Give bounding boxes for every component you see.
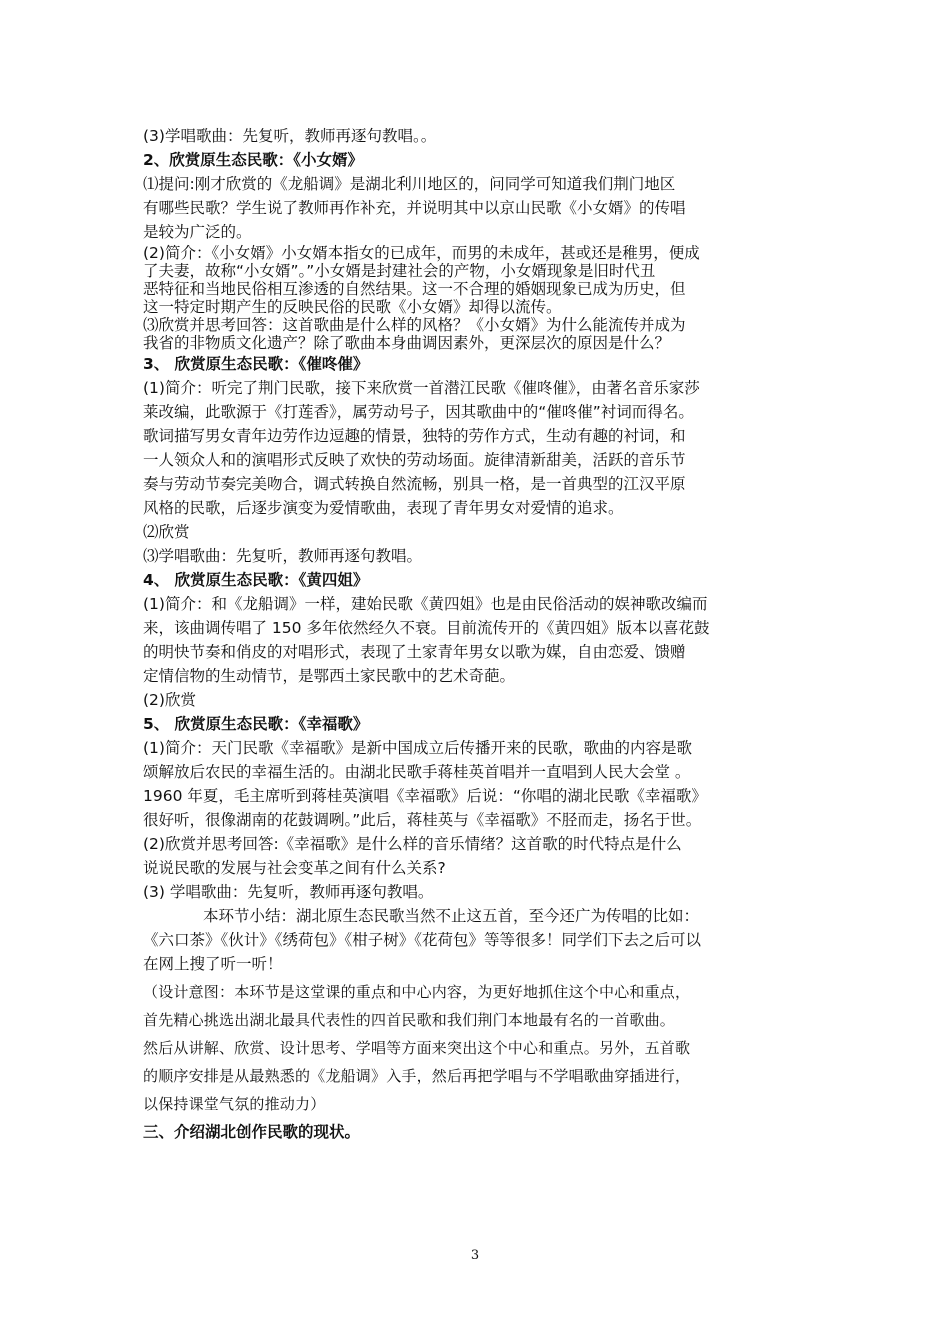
section-heading: 三、介绍湖北创作民歌的现状。 (143, 1123, 361, 1141)
note-line: （设计意图：本环节是这堂课的重点和中心内容，为更好地抓住这个中心和重点， (143, 983, 691, 1001)
text-line: ⑵欣赏 (143, 523, 190, 541)
text-line: 《六口茶》《伙计》《绣荷包》《柑子树》《花荷包》等等很多！同学们下去之后可以 (143, 931, 702, 949)
subheading: 3、 欣赏原生态民歌：《催咚催》 (143, 355, 369, 373)
text-line: 莱改编，此歌源于《打莲香》，属劳动号子，因其歌曲中的“催咚催”衬词而得名。 (143, 403, 694, 421)
text-line: 的明快节奏和俏皮的对唱形式，表现了土家青年男女以歌为媒，自由恋爱、馈赠 (143, 643, 686, 661)
text-line: (1)简介：和《龙船调》一样，建始民歌《黄四姐》也是由民俗活动的娱神歌改编而 (143, 595, 708, 613)
text-line: 歌词描写男女青年边劳作边逗趣的情景，独特的劳作方式，生动有趣的衬词，和 (143, 427, 686, 445)
note-line: 的顺序安排是从最熟悉的《龙船调》入手，然后再把学唱与不学唱歌曲穿插进行， (143, 1067, 691, 1085)
text-line: (1)简介：天门民歌《幸福歌》是新中国成立后传播开来的民歌，歌曲的内容是歌 (143, 739, 692, 757)
text-line: 恶特征和当地民俗相互渗透的自然结果。这一不合理的婚姻现象已成为历史，但 (143, 280, 686, 298)
text-line: (2)欣赏 (143, 691, 196, 709)
text-line: ⑴提问:刚才欣赏的《龙船调》是湖北利川地区的，问同学可知道我们荆门地区 (143, 175, 676, 193)
subheading: 4、 欣赏原生态民歌：《黄四姐》 (143, 571, 369, 589)
subheading: 2、欣赏原生态民歌：《小女婿》 (143, 151, 364, 169)
text-line: (3)学唱歌曲：先复听，教师再逐句教唱。。 (143, 127, 437, 145)
text-line: 1960 年夏，毛主席听到蒋桂英演唱《幸福歌》后说：“你唱的湖北民歌《幸福歌》 (143, 787, 707, 805)
text-line: (2)简介：《小女婿》小女婿本指女的已成年，而男的未成年，甚或还是稚男，便成 (143, 244, 700, 262)
text-line: (3) 学唱歌曲：先复听，教师再逐句教唱。 (143, 883, 434, 901)
subheading: 5、 欣赏原生态民歌：《幸福歌》 (143, 715, 369, 733)
text-line: 了夫妻，故称“小女婿”。”小女婿是封建社会的产物，小女婿现象是旧时代丑 (143, 262, 656, 280)
note-line: 然后从讲解、欣赏、设计思考、学唱等方面来突出这个中心和重点。另外，五首歌 (143, 1039, 691, 1057)
body-text (143, 124, 808, 976)
design-note (143, 978, 808, 1118)
text-line: 定情信物的生动情节，是鄂西土家民歌中的艺术奇葩。 (143, 667, 516, 685)
text-line: 有哪些民歌？学生说了教师再作补充，并说明其中以京山民歌《小女婿》的传唱 (143, 199, 686, 217)
text-line: 是较为广泛的。 (143, 223, 252, 241)
text-line: 来，该曲调传唱了 150 多年依然经久不衰。目前流传开的《黄四姐》版本以喜花鼓 (143, 619, 710, 637)
text-line: 这一特定时期产生的反映民俗的民歌《小女婿》却得以流传。 (143, 298, 562, 316)
text-line: 一人领众人和的演唱形式反映了欢快的劳动场面。旋律清新甜美，活跃的音乐节 (143, 451, 686, 469)
text-line: 很好听，很像湖南的花鼓调咧。”此后，蒋桂英与《幸福歌》不胫而走，扬名于世。 (143, 811, 702, 829)
text-line: 奏与劳动节奏完美吻合，调式转换自然流畅，别具一格，是一首典型的江汉平原 (143, 475, 686, 493)
text-line: 在网上搜了听一听！ (143, 955, 283, 973)
text-line: ⑶学唱歌曲：先复听，教师再逐句教唱。 (143, 547, 423, 565)
text-line: 颂解放后农民的幸福生活的。由湖北民歌手蒋桂英首唱并一直唱到人民大会堂 。 (143, 763, 691, 781)
page-body (143, 124, 808, 1144)
note-line: 首先精心挑选出湖北最具代表性的四首民歌和我们荆门本地最有名的一首歌曲。 (143, 1011, 676, 1029)
text-line: 本环节小结：湖北原生态民歌当然不止这五首，至今还广为传唱的比如： (203, 907, 700, 925)
note-line: 以保持课堂气氛的推动力） (143, 1095, 326, 1113)
page-number: 3 (470, 1248, 480, 1263)
text-line: 我省的非物质文化遗产？除了歌曲本身曲调因素外，更深层次的原因是什么？ (143, 334, 671, 352)
text-line: 说说民歌的发展与社会变革之间有什么关系? (143, 859, 446, 877)
text-line: (2)欣赏并思考回答:《幸福歌》是什么样的音乐情绪？这首歌的时代特点是什么 (143, 835, 682, 853)
text-line: (1)简介：听完了荆门民歌，接下来欣赏一首潜江民歌《催咚催》，由著名音乐家莎 (143, 379, 700, 397)
text-line: ⑶欣赏并思考回答：这首歌曲是什么样的风格？《小女婿》为什么能流传并成为 (143, 316, 686, 334)
text-line: 风格的民歌，后逐步演变为爱情歌曲，表现了青年男女对爱情的追求。 (143, 499, 624, 517)
